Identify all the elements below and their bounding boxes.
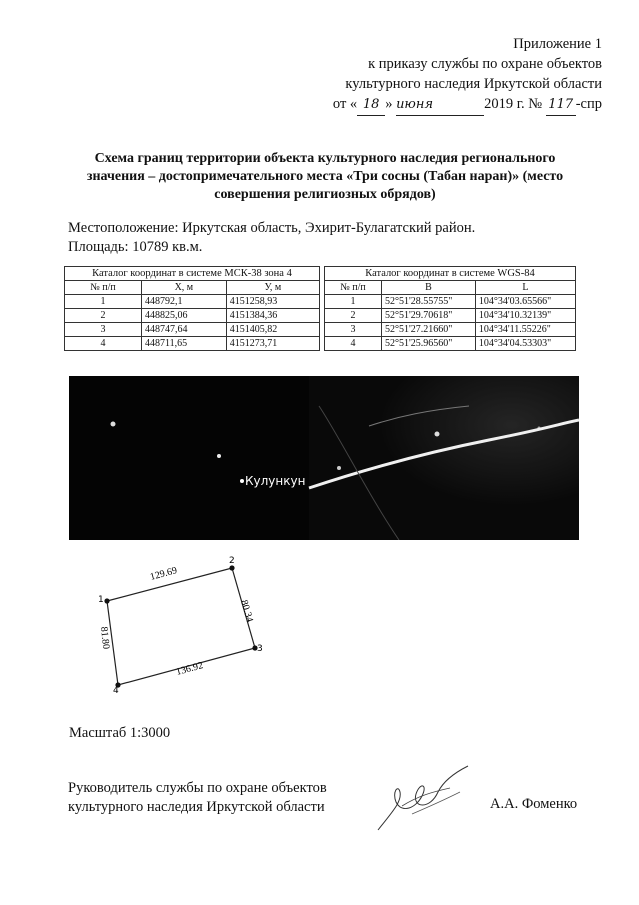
table-cell: 448711,65 (142, 337, 227, 351)
date-month: июня (396, 95, 484, 116)
date-mid: » (385, 96, 393, 112)
handwritten-signature (372, 762, 472, 839)
scale-text: Масштаб 1:3000 (69, 725, 171, 741)
table-cell: 52°51'25.96560" (382, 337, 476, 351)
table-row (65, 295, 320, 309)
plan-point-1: 1 (98, 595, 104, 605)
order-suffix: -спр (575, 96, 602, 112)
appendix-block (262, 34, 602, 116)
table-cell: 52°51'27.21660" (382, 323, 476, 337)
table-cell: 4151405,82 (226, 323, 319, 337)
position-line-1: Руководитель службы по охране объектов (68, 780, 327, 796)
table-cell: 2 (325, 309, 382, 323)
appendix-date-line (262, 94, 602, 116)
table-cell: 2 (65, 309, 142, 323)
plan-point-2: 2 (229, 556, 235, 566)
catalog-wgs-table (324, 266, 576, 351)
appendix-line-3: культурного наследия Иркутской области (345, 76, 602, 92)
side-length-1-2: 129.69 (148, 565, 179, 583)
table-row (325, 337, 576, 351)
table-cell: 52°51'28.55755" (382, 295, 476, 309)
table-cell: 52°51'29.70618" (382, 309, 476, 323)
table-cell: 104°34'04.53303" (475, 337, 575, 351)
table-cell: 4151384,36 (226, 309, 319, 323)
msk-header: У, м (226, 281, 319, 295)
appendix-line-2: к приказу службы по охране объектов (368, 56, 602, 72)
side-length-2-3: 80.34 (238, 598, 255, 624)
satellite-map (69, 376, 579, 540)
satellite-map-graphic (69, 376, 579, 540)
table-cell: 448792,1 (142, 295, 227, 309)
site-info (68, 219, 475, 257)
document-title: Схема границ территории объекта культурного наследия регионального значения – достопримечательного места «Три сосны (Табан наран)» (место совершения религиозных обрядов) (86, 151, 564, 202)
map-place-label: Кулункун (245, 474, 306, 488)
msk-header: № п/п (65, 281, 142, 295)
table-row (325, 295, 576, 309)
table-row (65, 323, 320, 337)
msk-table (64, 266, 320, 351)
boundary-plan-graphic (85, 555, 275, 695)
table-cell: 4 (65, 337, 142, 351)
table-cell: 448825,06 (142, 309, 227, 323)
msk-header: X, м (142, 281, 227, 295)
table-row (65, 309, 320, 323)
plan-point-4: 4 (113, 686, 119, 695)
appendix-title: Приложение 1 (513, 36, 602, 52)
signatory-name: А.А. Фоменко (490, 796, 578, 812)
area-text: Площадь: 10789 кв.м. (68, 239, 203, 255)
date-day: 18 (357, 95, 385, 116)
table-cell: 4151258,93 (226, 295, 319, 309)
table-cell: 4151273,71 (226, 337, 319, 351)
date-year: 2019 г. № (484, 96, 543, 112)
side-length-3-4: 136.92 (174, 660, 205, 678)
wgs-table (324, 266, 576, 351)
wgs-header: № п/п (325, 281, 382, 295)
location-text: Местоположение: Иркутская область, Эхирит-Булагатский район. (68, 220, 476, 236)
table-cell: 104°34'10.32139" (475, 309, 575, 323)
table-cell: 1 (325, 295, 382, 309)
position-line-2: культурного наследия Иркутской области (68, 799, 325, 815)
table-row (325, 323, 576, 337)
wgs-header: L (475, 281, 575, 295)
table-cell: 104°34'11.55226" (475, 323, 575, 337)
signature-graphic (372, 762, 472, 834)
plan-point-3: 3 (257, 644, 263, 654)
order-number: 117 (546, 95, 576, 116)
wgs-caption: Каталог координат в системе WGS-84 (325, 267, 576, 281)
boundary-plan (85, 555, 275, 700)
catalog-msk-table (64, 266, 320, 351)
side-length-4-1: 81.80 (98, 626, 112, 650)
table-cell: 448747,64 (142, 323, 227, 337)
table-row (325, 309, 576, 323)
table-cell: 104°34'03.65566" (475, 295, 575, 309)
signatory-position (68, 779, 327, 817)
table-cell: 3 (65, 323, 142, 337)
date-prefix: от « (332, 96, 358, 112)
table-cell: 1 (65, 295, 142, 309)
msk-caption: Каталог координат в системе МСК-38 зона 4 (65, 267, 320, 281)
table-cell: 3 (325, 323, 382, 337)
wgs-header: B (382, 281, 476, 295)
table-row (65, 337, 320, 351)
table-cell: 4 (325, 337, 382, 351)
